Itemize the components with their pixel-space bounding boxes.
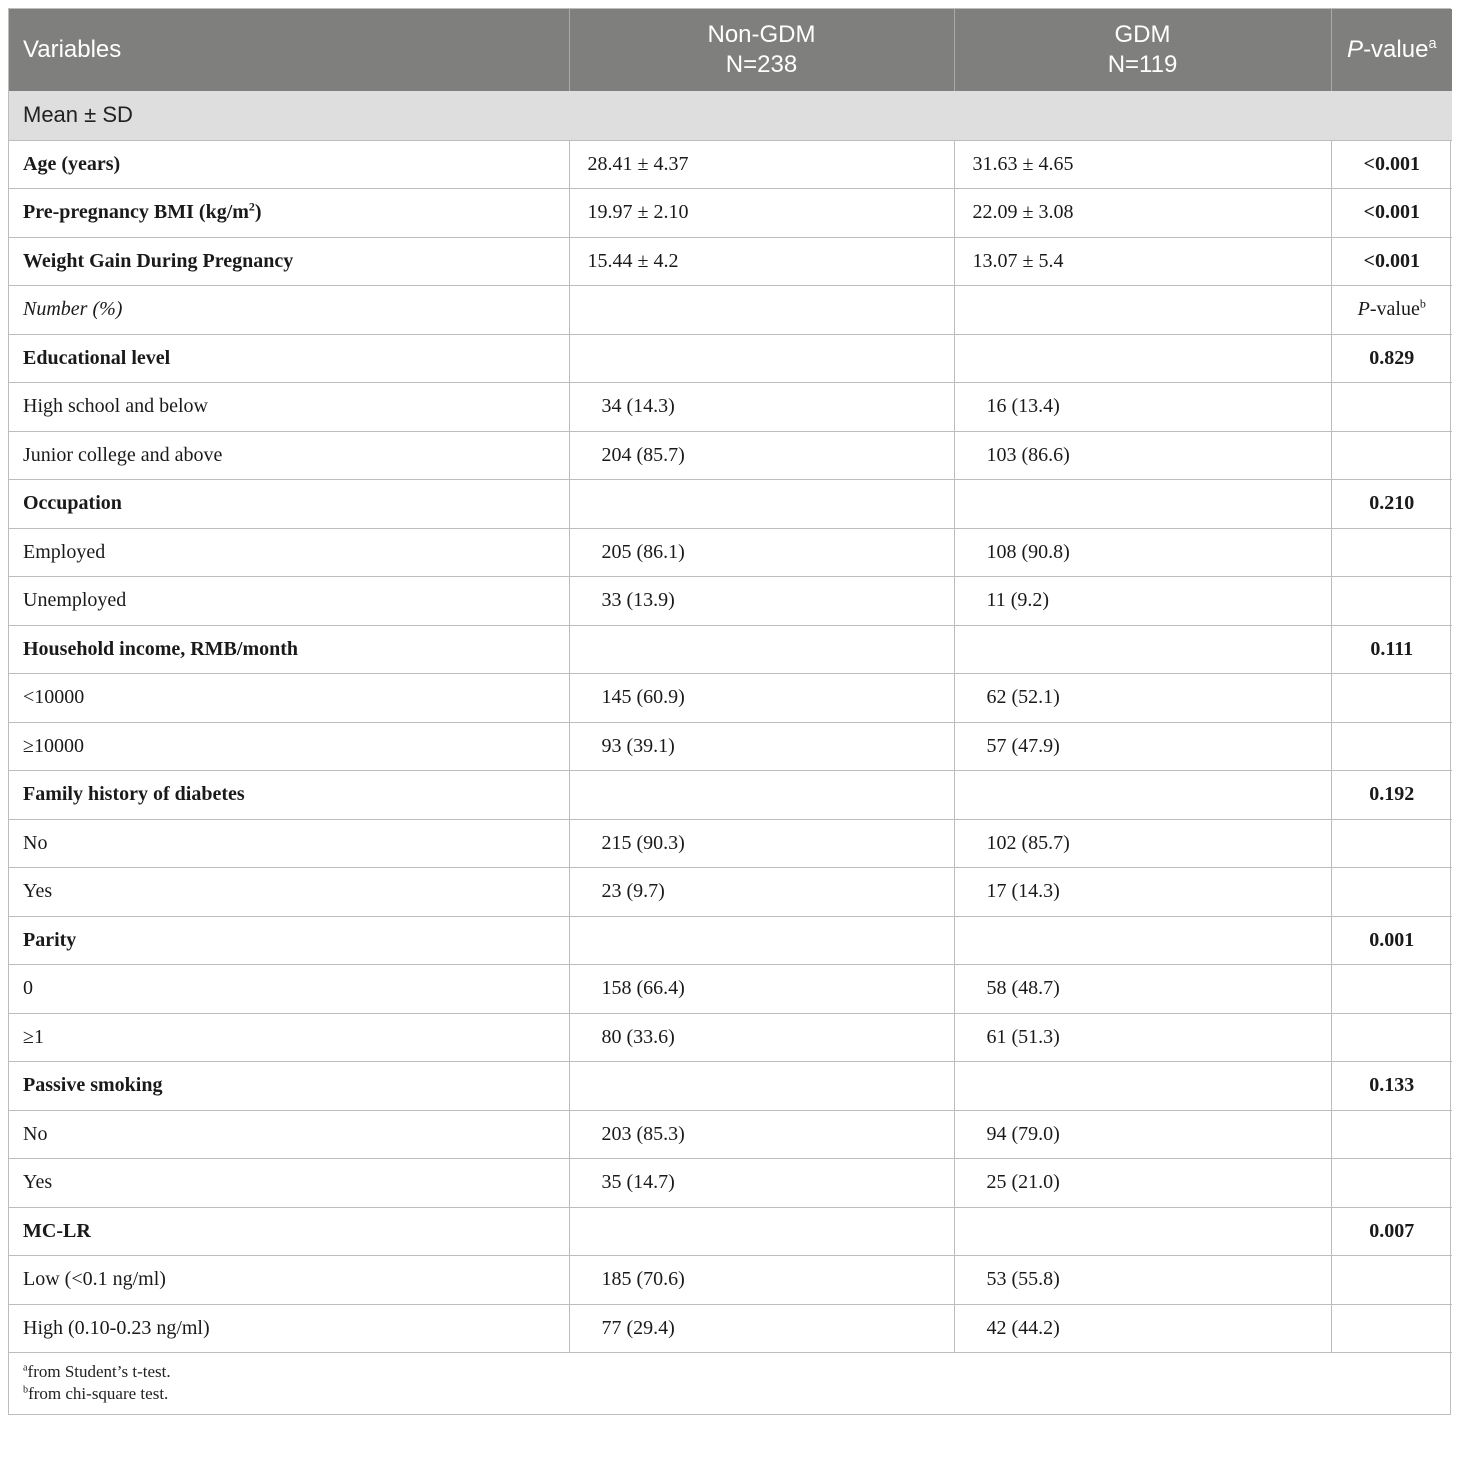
row-label: No (9, 819, 569, 868)
cell-non-gdm: 28.41 ± 4.37 (569, 140, 954, 189)
table-row (9, 1013, 1452, 1062)
number-percent-row (9, 286, 1452, 335)
header-non-gdm: Non-GDM N=238 (569, 9, 954, 91)
group-row (9, 1207, 1452, 1256)
row-label: Yes (9, 868, 569, 917)
cell-gdm: 22.09 ± 3.08 (954, 189, 1331, 238)
cell-gdm: 58 (48.7) (954, 965, 1331, 1014)
cell-gdm: 16 (13.4) (954, 383, 1331, 432)
table-row (9, 189, 1452, 238)
cell-p-value: <0.001 (1331, 237, 1452, 286)
cell-gdm: 57 (47.9) (954, 722, 1331, 771)
cell-non-gdm: 15.44 ± 4.2 (569, 237, 954, 286)
table-row (9, 819, 1452, 868)
cell-gdm: 62 (52.1) (954, 674, 1331, 723)
row-label: Weight Gain During Pregnancy (9, 237, 569, 286)
table-row (9, 1110, 1452, 1159)
group-label: Educational level (9, 334, 569, 383)
cell-gdm: 17 (14.3) (954, 868, 1331, 917)
cell-gdm: 31.63 ± 4.65 (954, 140, 1331, 189)
table-row (9, 383, 1452, 432)
data-table-container (8, 8, 1451, 1415)
row-label: 0 (9, 965, 569, 1014)
group-label: MC-LR (9, 1207, 569, 1256)
row-label: High (0.10-0.23 ng/ml) (9, 1304, 569, 1353)
cell-p-value: 0.829 (1331, 334, 1452, 383)
group-row (9, 480, 1452, 529)
header-row (9, 9, 1452, 91)
cell-gdm (954, 1207, 1331, 1256)
cell-non-gdm: 203 (85.3) (569, 1110, 954, 1159)
cell-gdm: 108 (90.8) (954, 528, 1331, 577)
cell-p-value (1331, 1159, 1452, 1208)
cell-p-value (1331, 722, 1452, 771)
footnote: $^b$from chi-square test. (23, 1384, 169, 1403)
cell-p-value: 0.001 (1331, 916, 1452, 965)
table-row (9, 1304, 1452, 1353)
row-label: Unemployed (9, 577, 569, 626)
table-row (9, 722, 1452, 771)
table-row (9, 674, 1452, 723)
cell-gdm: 61 (51.3) (954, 1013, 1331, 1062)
cell-p-value (1331, 1304, 1452, 1353)
group-row (9, 1062, 1452, 1111)
cell-p-value (1331, 528, 1452, 577)
cell-non-gdm: 34 (14.3) (569, 383, 954, 432)
cell-non-gdm: 145 (60.9) (569, 674, 954, 723)
table-row (9, 1256, 1452, 1305)
cell-p-value (1331, 965, 1452, 1014)
row-label: Junior college and above (9, 431, 569, 480)
section-label: Mean ± SD (9, 91, 1452, 140)
cell-gdm (954, 334, 1331, 383)
cell-p-value: 0.210 (1331, 480, 1452, 529)
cell-p-value (1331, 1256, 1452, 1305)
cell-gdm: 11 (9.2) (954, 577, 1331, 626)
cell-p-value: 0.192 (1331, 771, 1452, 820)
cell-p-value (1331, 1013, 1452, 1062)
section-mean-sd (9, 91, 1452, 140)
cell-p-value (1331, 1110, 1452, 1159)
cell-p-value (1331, 431, 1452, 480)
cell-non-gdm: 204 (85.7) (569, 431, 954, 480)
cell-non-gdm (569, 480, 954, 529)
cell-gdm (954, 625, 1331, 674)
group-label: Household income, RMB/month (9, 625, 569, 674)
group-row (9, 334, 1452, 383)
cell-p-value: 0.133 (1331, 1062, 1452, 1111)
cell-gdm (954, 771, 1331, 820)
cell-gdm: 94 (79.0) (954, 1110, 1331, 1159)
group-row (9, 771, 1452, 820)
cell-non-gdm: 19.97 ± 2.10 (569, 189, 954, 238)
cell-non-gdm: 35 (14.7) (569, 1159, 954, 1208)
cell-p-value: 0.111 (1331, 625, 1452, 674)
cell-p-value (1331, 674, 1452, 723)
table-row (9, 577, 1452, 626)
cell-gdm: 53 (55.8) (954, 1256, 1331, 1305)
cell-gdm: 103 (86.6) (954, 431, 1331, 480)
cell-gdm (954, 916, 1331, 965)
characteristics-table (9, 9, 1452, 1353)
cell-non-gdm: 205 (86.1) (569, 528, 954, 577)
row-label: Yes (9, 1159, 569, 1208)
header-variables: Variables (9, 9, 569, 91)
cell-non-gdm: 215 (90.3) (569, 819, 954, 868)
footnote: $^a$from Student’s t-test. (23, 1362, 171, 1381)
cell-p-value (1331, 819, 1452, 868)
group-label: Parity (9, 916, 569, 965)
cell-non-gdm (569, 1207, 954, 1256)
group-row (9, 625, 1452, 674)
cell-non-gdm: 80 (33.6) (569, 1013, 954, 1062)
group-label: Family history of diabetes (9, 771, 569, 820)
row-label: Number (%) (9, 286, 569, 335)
footnotes (9, 1353, 1450, 1414)
cell-gdm (954, 286, 1331, 335)
row-label: Low (<0.1 ng/ml) (9, 1256, 569, 1305)
table-row (9, 140, 1452, 189)
cell-p-value: <0.001 (1331, 140, 1452, 189)
row-label: <10000 (9, 674, 569, 723)
table-row (9, 528, 1452, 577)
row-label: High school and below (9, 383, 569, 432)
group-row (9, 916, 1452, 965)
cell-gdm: 25 (21.0) (954, 1159, 1331, 1208)
row-label: Pre-pregnancy BMI $(kg/m^2)$ (9, 189, 569, 238)
cell-non-gdm (569, 771, 954, 820)
table-row (9, 431, 1452, 480)
cell-non-gdm: 158 (66.4) (569, 965, 954, 1014)
cell-p-value (1331, 383, 1452, 432)
table-row (9, 1159, 1452, 1208)
cell-non-gdm (569, 286, 954, 335)
cell-non-gdm (569, 334, 954, 383)
cell-gdm: 42 (44.2) (954, 1304, 1331, 1353)
cell-non-gdm (569, 625, 954, 674)
cell-p-value: <0.001 (1331, 189, 1452, 238)
cell-p-value: 0.007 (1331, 1207, 1452, 1256)
cell-p-value (1331, 577, 1452, 626)
table-row (9, 965, 1452, 1014)
header-p-value: P-value$^a$ (1331, 9, 1452, 91)
cell-gdm (954, 480, 1331, 529)
table-row (9, 868, 1452, 917)
cell-p-value-header: P-value$^b$ (1331, 286, 1452, 335)
cell-non-gdm: 23 (9.7) (569, 868, 954, 917)
cell-non-gdm: 77 (29.4) (569, 1304, 954, 1353)
cell-non-gdm: 33 (13.9) (569, 577, 954, 626)
cell-non-gdm (569, 916, 954, 965)
cell-p-value (1331, 868, 1452, 917)
header-gdm: GDM N=119 (954, 9, 1331, 91)
group-label: Occupation (9, 480, 569, 529)
group-label: Passive smoking (9, 1062, 569, 1111)
cell-gdm: 13.07 ± 5.4 (954, 237, 1331, 286)
table-row (9, 237, 1452, 286)
row-label: Age (years) (9, 140, 569, 189)
cell-non-gdm (569, 1062, 954, 1111)
cell-non-gdm: 185 (70.6) (569, 1256, 954, 1305)
row-label: ≥1 (9, 1013, 569, 1062)
cell-gdm: 102 (85.7) (954, 819, 1331, 868)
row-label: ≥10000 (9, 722, 569, 771)
row-label: No (9, 1110, 569, 1159)
cell-non-gdm: 93 (39.1) (569, 722, 954, 771)
row-label: Employed (9, 528, 569, 577)
cell-gdm (954, 1062, 1331, 1111)
